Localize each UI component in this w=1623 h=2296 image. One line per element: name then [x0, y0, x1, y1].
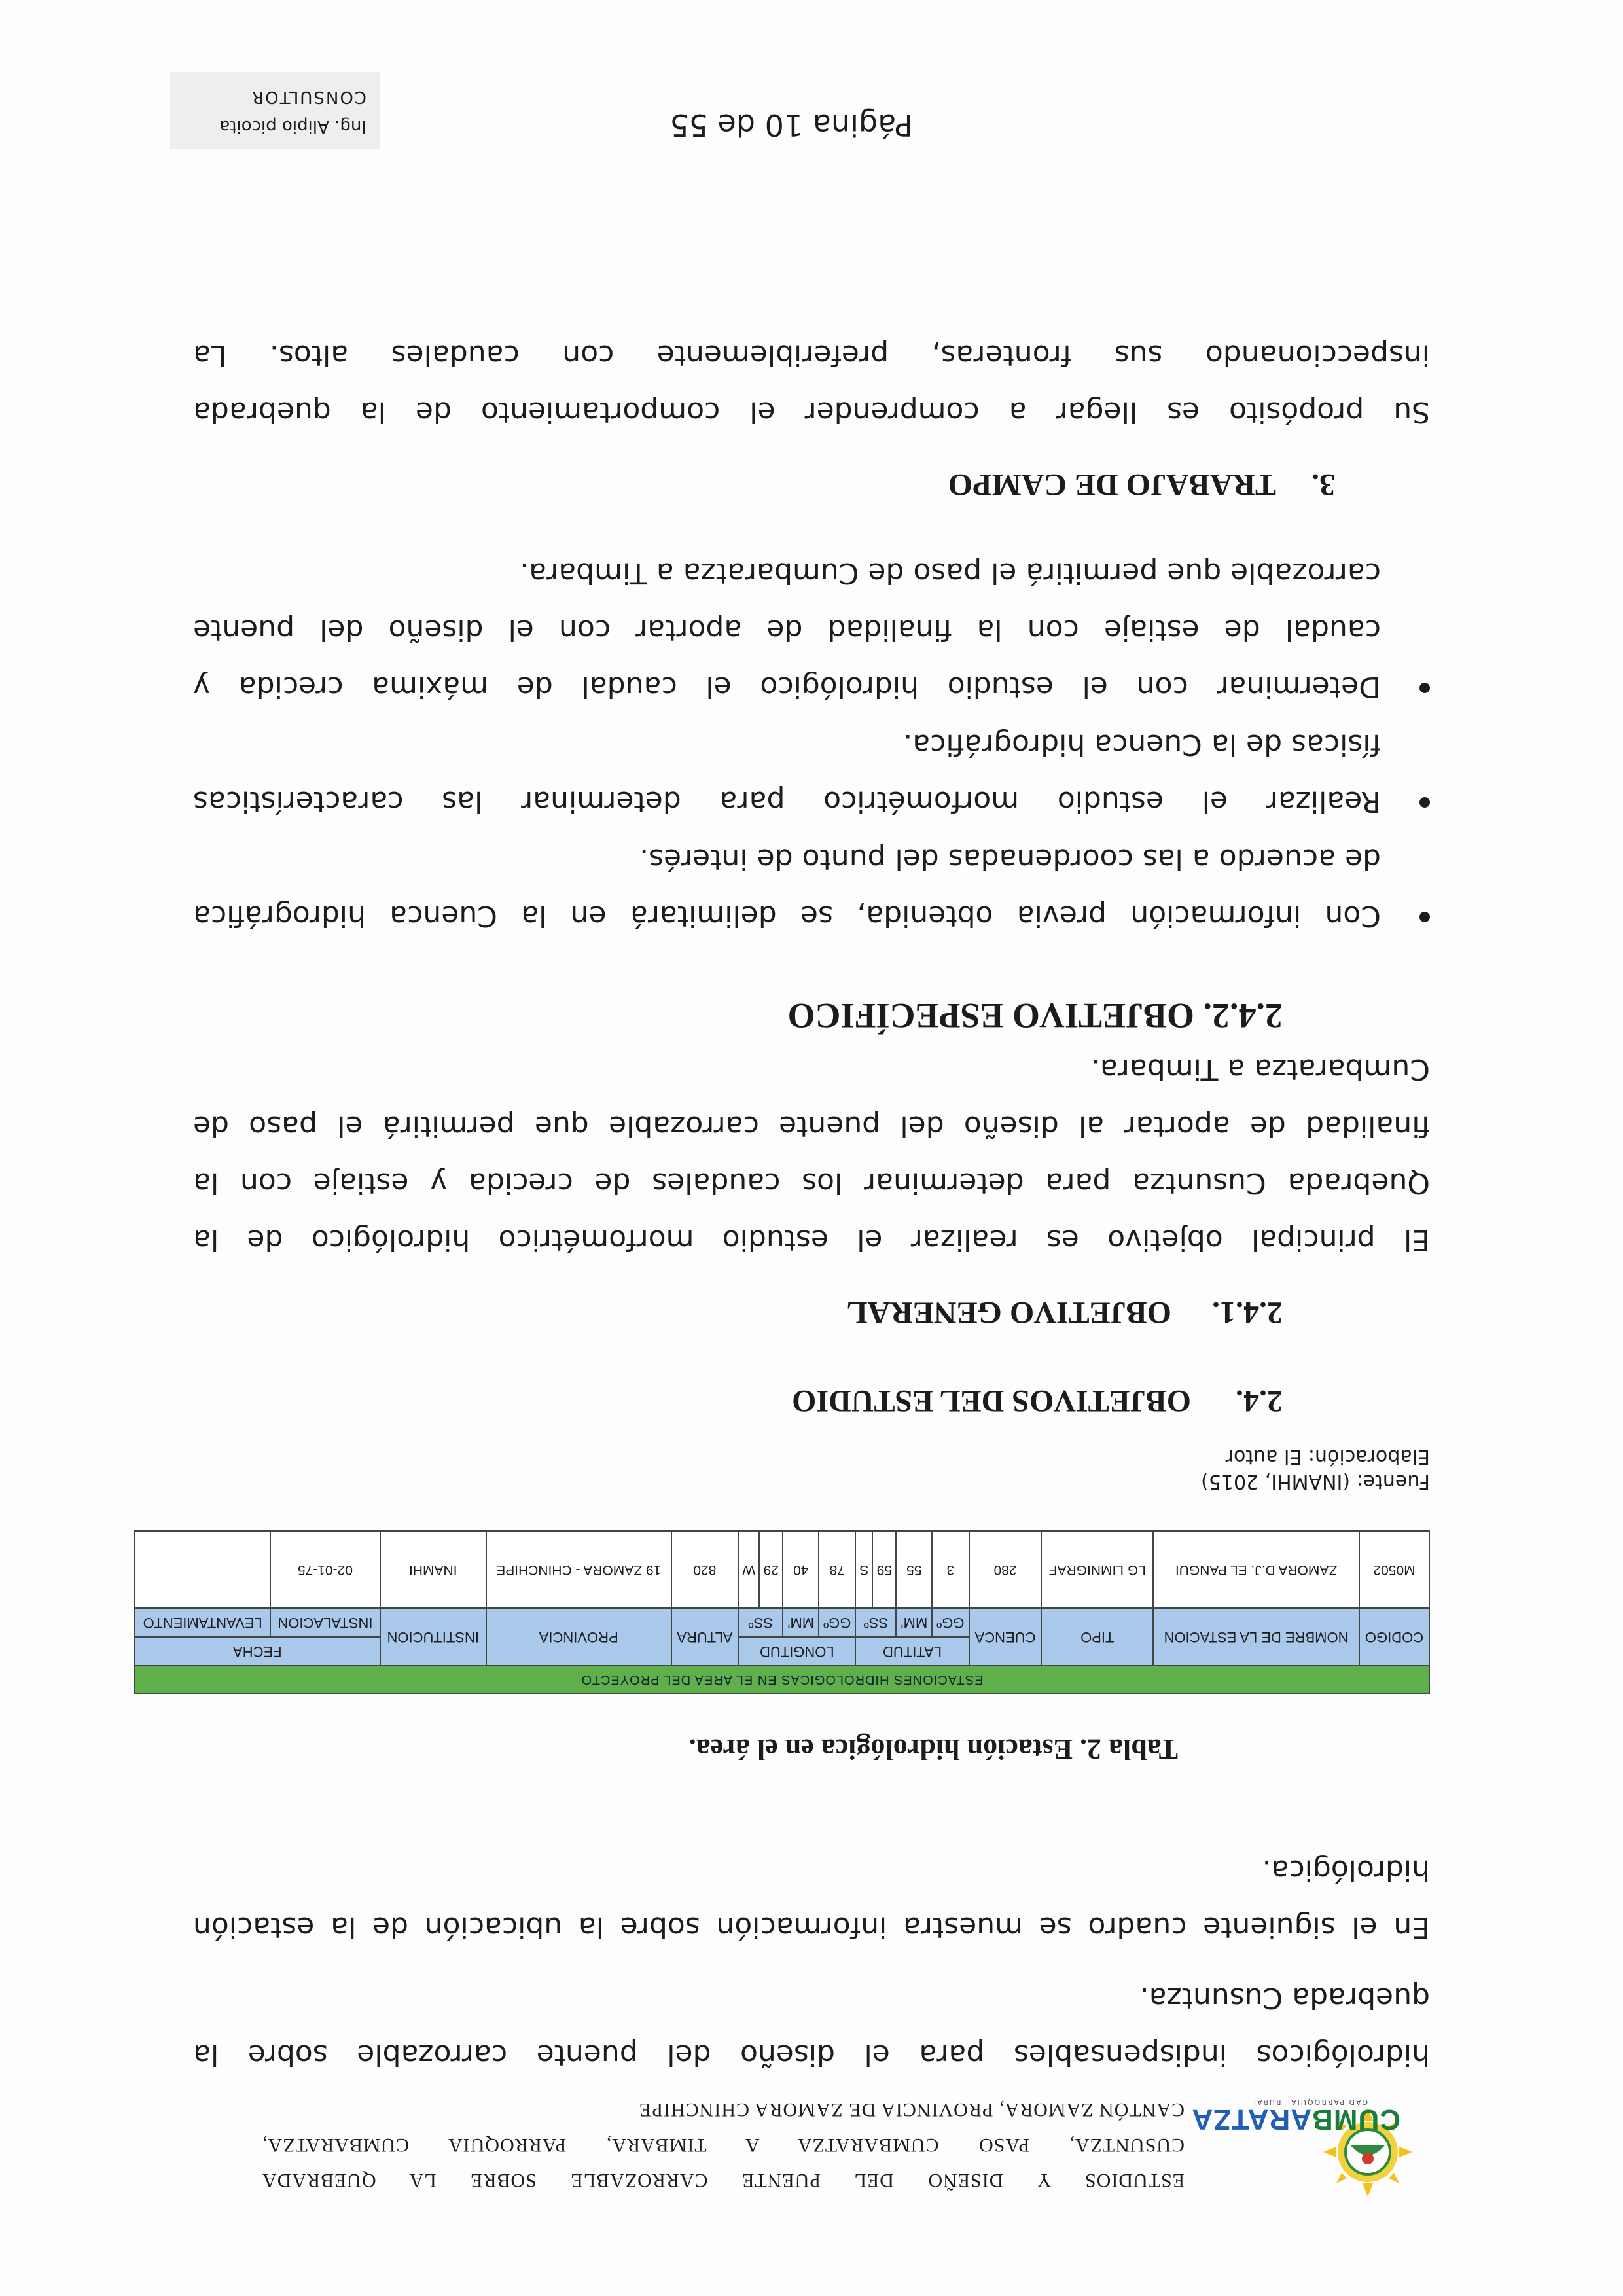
- text-line: carrozable que permitirá el paso de Cumbaratza a Timbara.: [520, 556, 1381, 590]
- table-title: ESTACIONES HIDROLOGICAS EN EL AREA DEL PROYECTO: [135, 1666, 1429, 1693]
- cumbaratza-logo: [1191, 2098, 1414, 2198]
- header-cell: CODIGO: [1359, 1608, 1429, 1666]
- table-cell: 78: [819, 1531, 855, 1608]
- field-work-paragraph: [193, 327, 1430, 440]
- heading-title: TRABAJO DE CAMPO: [948, 467, 1276, 502]
- subsection-heading: 2.4.2. OBJETIVO ESPECÍFICO: [787, 996, 1283, 1035]
- bullet-icon: [1419, 797, 1430, 808]
- table-cell: W: [738, 1531, 759, 1608]
- table-cell: 02-01-75: [270, 1531, 380, 1608]
- header-line: ESTUDIOS Y DISEÑO DEL PUENTE CARROZABLE SOBRE LA QUEBRADA: [262, 2170, 1185, 2191]
- heading-title: OBJETIVO GENERAL: [846, 1295, 1171, 1330]
- header-line: CANTÓN ZAMORA, PROVINCIA DE ZAMORA CHINCHIPE: [638, 2099, 1185, 2121]
- text-line: En el siguiente cuadro se muestra información sobre la ubicación de la estación: [193, 1910, 1430, 1944]
- author-line: Elaboración: El autor: [1225, 1445, 1430, 1468]
- table-cell: [135, 1531, 270, 1608]
- text-line: Con información previa obtenida, se delimitará en la Cuenca hidrográfica: [193, 899, 1381, 933]
- subheader-cell: INSTALACION: [270, 1608, 380, 1637]
- header-cell: LATITUD: [855, 1637, 969, 1666]
- text-line: Cumbaratza a Timbara.: [1090, 1052, 1430, 1086]
- text-line: hidrológicos indispensables para el diseño del puente carrozable sobre la: [193, 2038, 1430, 2072]
- table-cell: 3: [932, 1531, 969, 1608]
- text-line: quebrada Cusuntza.: [1139, 1981, 1430, 2015]
- table-source: [1201, 1444, 1430, 1494]
- table-cell: INAMHI: [380, 1531, 486, 1608]
- table-cell: 29: [759, 1531, 783, 1608]
- section-heading: [792, 1383, 1283, 1419]
- subheader-cell: MM': [896, 1608, 932, 1637]
- table-cell: 55: [896, 1531, 932, 1608]
- source-line: Fuente: (INAMHI, 2015): [1201, 1470, 1430, 1493]
- header-cell: FECHA: [135, 1637, 380, 1666]
- page-header: [111, 2098, 1414, 2198]
- heading-title: OBJETIVOS DEL ESTUDIO: [792, 1384, 1191, 1418]
- subheader-cell: LEVANTAMIENTO: [135, 1608, 270, 1637]
- subheader-cell: MM': [783, 1608, 819, 1637]
- subheader-cell: GGº: [932, 1608, 969, 1637]
- header-cell: INSTITUCION: [380, 1608, 486, 1666]
- table-cell: M0502: [1359, 1531, 1429, 1608]
- heading-number: 2.4.: [1236, 1384, 1283, 1418]
- table-intro-paragraph: [193, 1842, 1430, 1956]
- table-cell: 280: [969, 1531, 1042, 1608]
- table-cell: S: [855, 1531, 872, 1608]
- header-cell: ALTURA: [671, 1608, 739, 1666]
- table-cell: 19 ZAMORA - CHINCHIPE: [486, 1531, 671, 1608]
- subheader-cell: SSº: [855, 1608, 896, 1637]
- section-heading: [948, 467, 1335, 503]
- logo-wordmark: CUMBARATZA: [1191, 2104, 1400, 2136]
- subheader-cell: SSº: [738, 1608, 783, 1637]
- text-line: físicas de la Cuenca hidrográfica.: [903, 728, 1381, 761]
- text-line: inspeccionando sus fronteras, preferiblemente con caudales altos. La: [193, 338, 1430, 372]
- text-line: Quebrada Cusuntza para determinar los caudales de crecida y estiaje con la: [193, 1166, 1430, 1200]
- text-line: hidrológica.: [1262, 1854, 1430, 1887]
- text-line: El principal objetivo es realizar el estudio morfométrico hidrológico de la: [193, 1223, 1430, 1257]
- stamp-line: CONSULTOR: [251, 87, 366, 107]
- logo-subtitle: GAD PARROQUIAL RURAL: [1250, 2098, 1368, 2106]
- list-item: [193, 716, 1430, 830]
- subsection-heading: [847, 1295, 1283, 1331]
- table-cell: ZAMORA D.J. EL PANGUI: [1153, 1531, 1359, 1608]
- text-line: Determinar con el estudio hidrológico el caudal de máxima crecida y: [193, 670, 1381, 704]
- header-cell: NOMBRE DE LA ESTACION: [1153, 1608, 1359, 1666]
- list-item: [193, 545, 1430, 715]
- table-cell: 820: [671, 1531, 739, 1608]
- list-item: [193, 831, 1430, 944]
- text-line: finalidad de aportar al diseño del puente carrozable que permitirá el paso de: [193, 1109, 1430, 1143]
- text-line: caudal de estiaje con la finalidad de aportar con el diseño del puente: [193, 613, 1381, 647]
- bullet-icon: [1419, 912, 1430, 922]
- table-cell: LG LIMNIGRAF: [1042, 1531, 1154, 1608]
- stations-table: [134, 1530, 1430, 1694]
- general-objective-paragraph: [193, 1041, 1430, 1268]
- table-caption: Tabla 2. Estación hidrológica en el área.: [688, 1733, 1178, 1765]
- header-cell: LONGITUD: [738, 1637, 855, 1666]
- header-line: CUSUNTZA, PASO CUMBARATZA A TIMBARA, PARROQUIA CUMBARATZA,: [262, 2134, 1185, 2156]
- intro-paragraph: [193, 1969, 1430, 2083]
- stamp-line: Ing. Alipio picoita: [219, 117, 366, 136]
- heading-number: 2.4.1.: [1212, 1295, 1283, 1330]
- table-row: [135, 1531, 1429, 1608]
- header-cell: CUENCA: [969, 1608, 1042, 1666]
- text-line: Realizar el estudio morfométrico para determinar las características: [193, 785, 1381, 818]
- text-line: de acuerdo a las coordenadas del punto de interés.: [639, 842, 1381, 876]
- table-cell: 59: [872, 1531, 896, 1608]
- page-number: Página 10 de 55: [669, 107, 913, 143]
- header-cell: TIPO: [1042, 1608, 1154, 1666]
- header-cell: PROVINCIA: [486, 1608, 671, 1666]
- heading-number: 3.: [1311, 467, 1335, 502]
- consultant-stamp: [170, 72, 380, 149]
- text-line: Su propósito es llegar a comprender el comportamiento de la quebrada: [193, 395, 1430, 429]
- subheader-cell: GGº: [819, 1608, 855, 1637]
- project-title: [262, 2092, 1185, 2198]
- table-cell: 40: [783, 1531, 819, 1608]
- bullet-icon: [1419, 683, 1430, 693]
